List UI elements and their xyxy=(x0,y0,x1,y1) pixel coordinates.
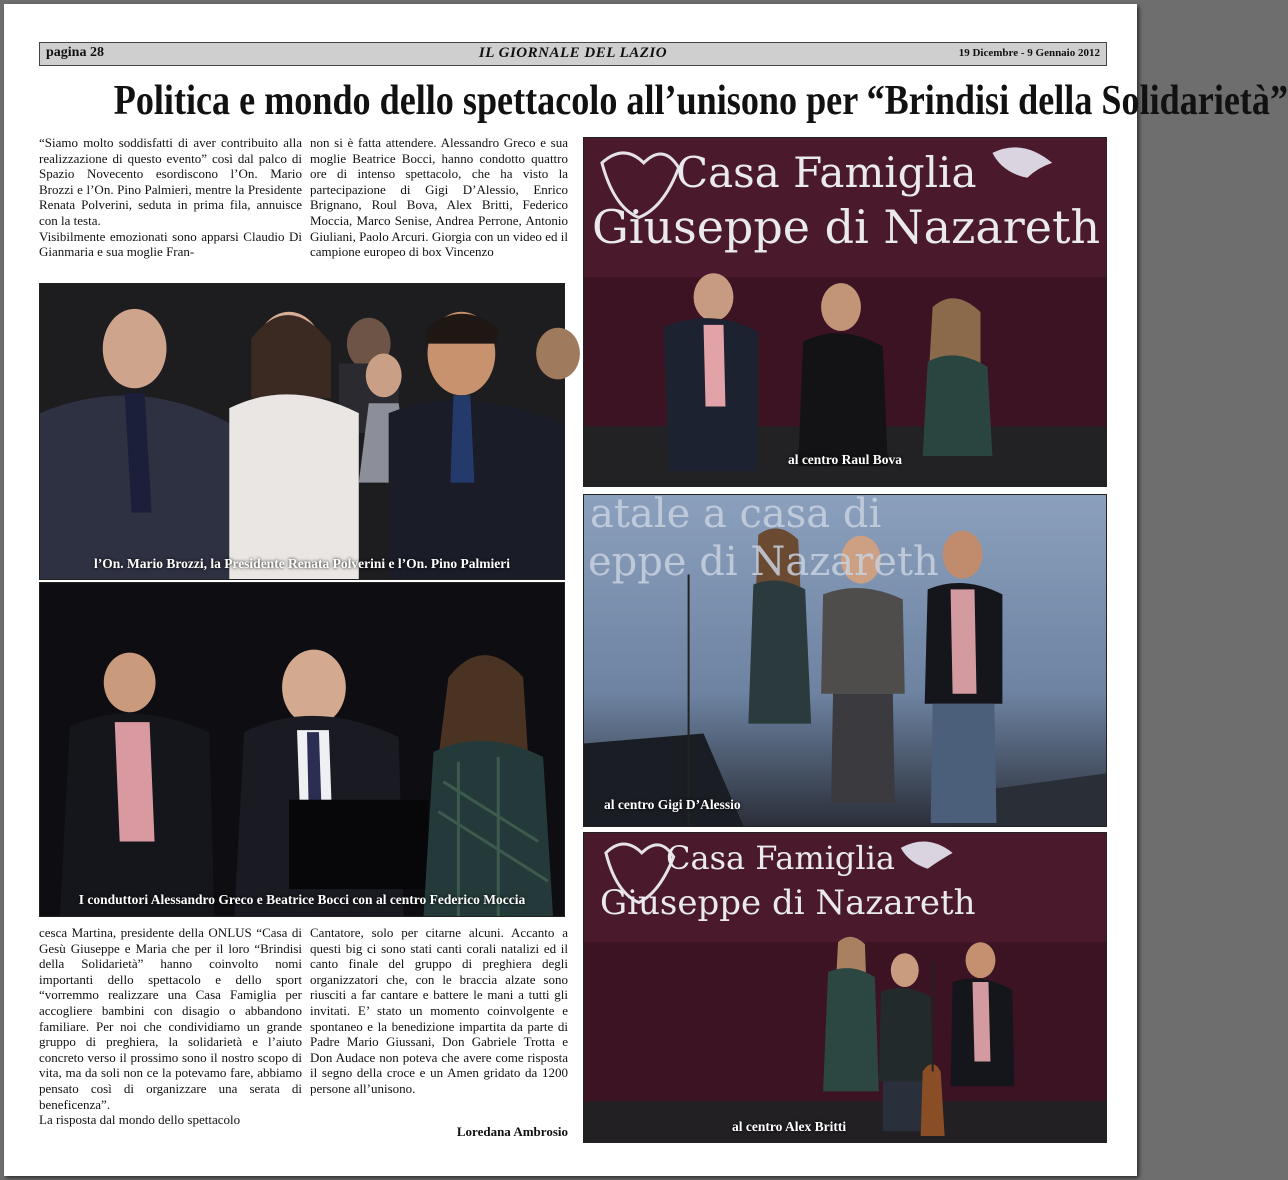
photo-caption: l’On. Mario Brozzi, la Presidente Renata Polverini e l’On. Pino Palmieri xyxy=(93,556,511,571)
article-column-2 xyxy=(310,135,568,260)
issue-date: 19 Dicembre - 9 Gennaio 2012 xyxy=(958,47,1100,59)
photo-alex-britti xyxy=(583,832,1107,1143)
banner-title: Casa Famiglia xyxy=(676,148,977,197)
photo-raul-bova xyxy=(583,137,1107,487)
photo-caption: I conduttori Alessandro Greco e Beatrice Bocci con al centro Federico Moccia xyxy=(78,892,526,907)
photo-gigi-dalessio xyxy=(583,491,1107,827)
paragraph: Visibilmente emozionati sono apparsi Claudio Di Gianmaria e sua moglie Fran- xyxy=(39,228,302,260)
banner-title: Casa Famiglia xyxy=(666,839,895,877)
article-headline: Politica e mondo dello spettacolo all’unisono per “Brindisi della Solidarietà” xyxy=(113,78,1288,124)
photo-presenters-image xyxy=(40,583,564,916)
newspaper-page xyxy=(4,4,1288,1176)
article-author: Loredana Ambrosio xyxy=(456,1124,568,1139)
paragraph: non si è fatta attendere. Alessandro Greco e sua moglie Beatrice Bocci, hanno condotto quattro ore di intenso spettacolo, che ha visto la partecipazione di Gigi D’Alessio, Enrico Brignano, Roul Bova, Alex Britti, Federico Moccia, Marco Senise, Andrea Perrone, Antonio Giuliani, Paolo Arcuri. Giorgia con un video ed il campione europeo di box Vincenzo xyxy=(310,135,568,260)
photo-politicians-image xyxy=(40,284,564,579)
paragraph: cesca Martina, presidente della ONLUS “Casa di Gesù Giuseppe e Maria che per il loro “Brindisi della Solidarietà” hanno coinvolto nomi importanti dello spettacolo e dello sport “vorremmo realizzare una Casa Famiglia per accogliere bambini con disagio o abbandono familiare. Per noi che condividiamo un grande gruppo di preghiera, la solidarietà e l’aiuto concreto verso il prossimo sono il nostro scopo di vita, ma da soli non ce la potevamo fare, abbiamo pensato così di organizzare una serata di beneficenza”. xyxy=(39,925,302,1112)
screen-text-2: eppe di Nazareth xyxy=(588,539,939,585)
article-column-4 xyxy=(310,925,568,1097)
article-column-1 xyxy=(39,135,302,260)
photo-politicians xyxy=(39,283,565,580)
photo-caption: al centro Gigi D’Alessio xyxy=(604,797,741,812)
paragraph: “Siamo molto soddisfatti di aver contribuito alla realizzazione di questo evento” così dal palco di Spazio Novecento esordiscono l’On. Mario Brozzi e l’On. Pino Palmieri, mentre la Presidente Renata Polverini, seduta in prima fila, annuisce con la testa. xyxy=(39,135,302,228)
screen-text-1: atale a casa di xyxy=(590,491,882,537)
banner-subtitle: Giuseppe di Nazareth xyxy=(600,883,976,923)
paragraph: La risposta dal mondo dello spettacolo xyxy=(39,1112,241,1128)
photo-alex-britti-image xyxy=(584,833,1106,1142)
newspaper-title: IL GIORNALE DEL LAZIO xyxy=(478,45,668,61)
photo-caption: al centro Alex Britti xyxy=(732,1119,847,1134)
page-number: pagina 28 xyxy=(46,45,104,60)
paragraph: Cantatore, solo per citarne alcuni. Accanto a questi big ci sono stati canti corali natalizi ed il canto finale del gruppo di preghiera degli organizzatori che, con le braccia alzate sono riusciti a far cantare e battere le mani a tutti gli invitati. E’ stato un momento coinvolgente e spontaneo e la benedizione impartita da parte di Padre Mario Giussani, Don Gabriele Trotta e Don Audace non poteva che avere come risposta il segno della croce e un Amen gridato da 1200 persone all’unisono. xyxy=(310,925,568,1096)
banner-subtitle: Giuseppe di Nazareth xyxy=(592,200,1101,254)
photo-presenters xyxy=(39,582,565,917)
page-header xyxy=(39,42,1107,66)
photo-caption: al centro Raul Bova xyxy=(787,452,903,467)
article-column-3 xyxy=(39,925,302,1128)
